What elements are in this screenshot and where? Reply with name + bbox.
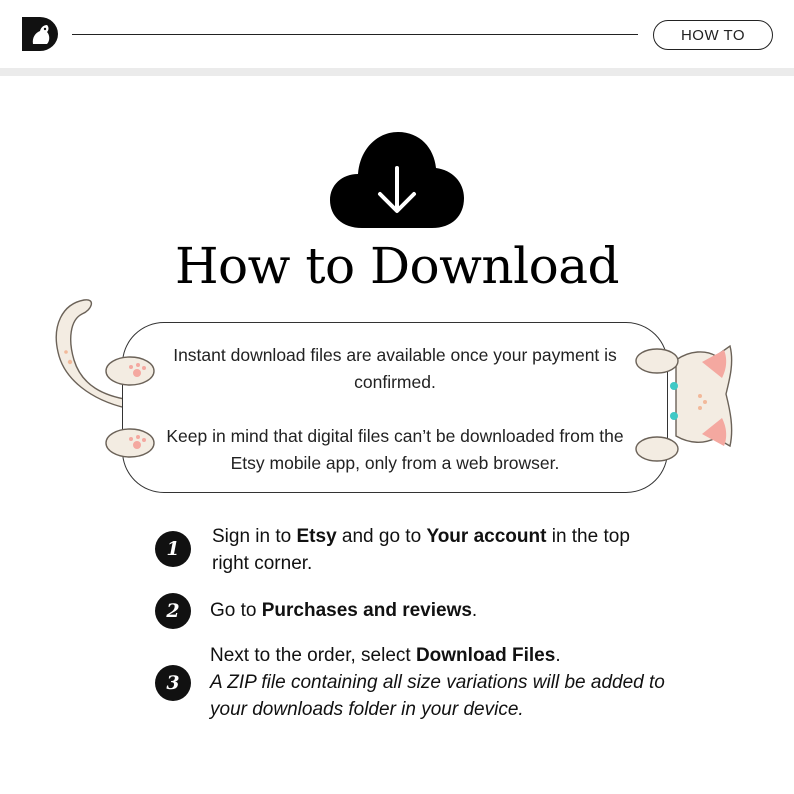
how-to-badge: HOW TO (653, 20, 773, 50)
right-top-paw (634, 346, 680, 376)
info-paragraph-payment: Instant download files are available once your payment is confirmed. (173, 345, 617, 392)
brand-logo-icon (20, 15, 60, 53)
page-title: How to Download (174, 237, 620, 295)
purchases-keyword: Purchases and reviews (261, 600, 472, 621)
right-bottom-paw (634, 434, 680, 464)
header-divider (72, 34, 638, 35)
step-1-badge: 1 (155, 531, 191, 567)
step-2-badge: 2 (155, 593, 191, 629)
header-band (0, 68, 794, 76)
info-paragraph-mobile: Keep in mind that digital files can’t be downloaded from the Etsy mobile app, only from a web browser. (166, 426, 624, 473)
cloud-download-icon (328, 130, 466, 230)
step-3-badge: 3 (155, 665, 191, 701)
step-3-text: Next to the order, select Download Files. A ZIP file containing all size variations will be added to your downloads folder in your device. (210, 645, 665, 720)
step-1-text: Sign in to Etsy and go to Your account in the top right corner. (212, 526, 630, 574)
etsy-keyword: Etsy (296, 526, 337, 547)
download-files-keyword: Download Files (415, 645, 556, 666)
step-2-text: Go to Purchases and reviews. (210, 600, 478, 621)
your-account-keyword: Your account (426, 526, 547, 547)
step-3-note: A ZIP file containing all size variations will be added to your downloads folder in your device. (210, 672, 665, 720)
info-text (150, 342, 640, 477)
